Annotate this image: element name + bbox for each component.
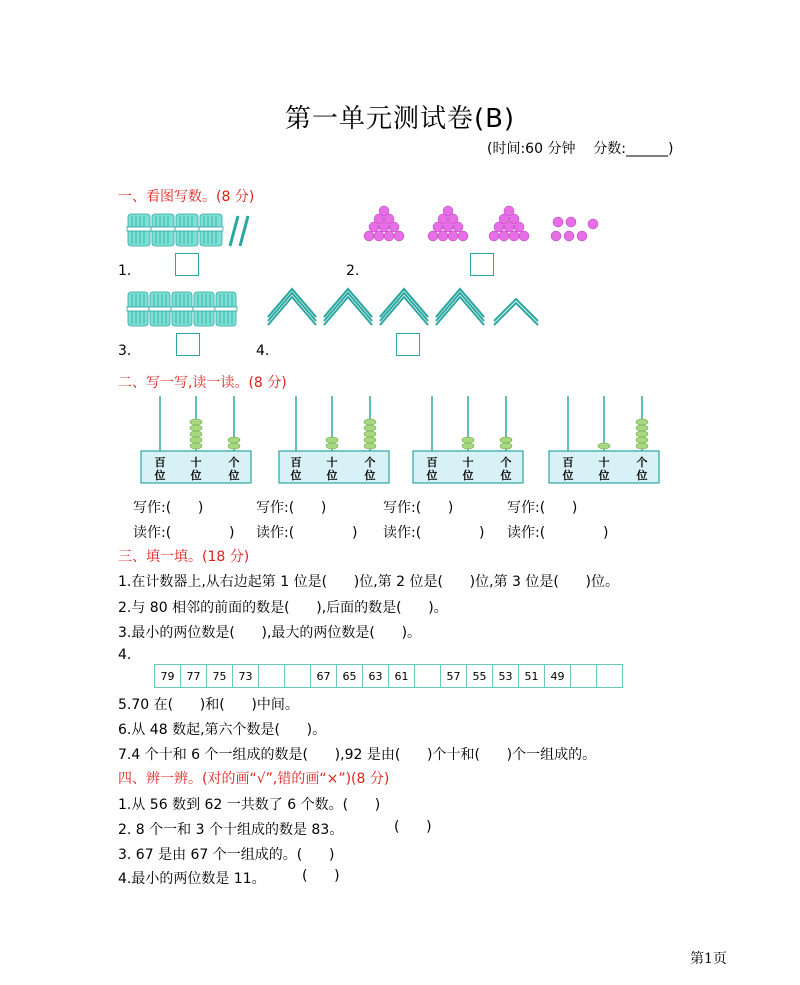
item-4-label: 4. bbox=[256, 343, 270, 359]
fill-question-6: 6.从 48 数起,第六个数是( )。 bbox=[118, 722, 327, 738]
seq-cell: 75 bbox=[207, 665, 233, 688]
judge-question-1: 1.从 56 数到 62 一共数了 6 个数。( ) bbox=[118, 797, 381, 813]
abacus-3-hundreds-label: 百位 bbox=[426, 456, 438, 482]
fill-question-7: 7.4 个十和 6 个一组成的数是( ),92 是由( )个十和( )个一组成的。 bbox=[118, 747, 597, 763]
seq-cell: 55 bbox=[467, 665, 493, 688]
seq-blank-cell[interactable] bbox=[259, 665, 285, 688]
abacus-4-ones-label: 个位 bbox=[636, 456, 648, 482]
write-blank-4[interactable]: 写作:( ) bbox=[507, 500, 578, 516]
write-blank-2[interactable]: 写作:( ) bbox=[256, 500, 327, 516]
seq-cell: 57 bbox=[441, 665, 467, 688]
answer-box-2[interactable] bbox=[470, 253, 494, 276]
abacus-1-hundreds-label: 百位 bbox=[154, 456, 166, 482]
item-2-label: 2. bbox=[346, 263, 360, 279]
fill-question-4-label: 4. bbox=[118, 647, 132, 663]
abacus-4-tens-label: 十位 bbox=[598, 456, 610, 482]
folded-sticks-picture-4 bbox=[266, 283, 548, 331]
write-blank-1[interactable]: 写作:( ) bbox=[133, 500, 204, 516]
abacus-1-tens-label: 十位 bbox=[190, 456, 202, 482]
seq-cell: 51 bbox=[519, 665, 545, 688]
read-blank-1[interactable]: 读作:( ) bbox=[133, 525, 235, 541]
section-3-heading: 三、填一填。(18 分) bbox=[118, 549, 250, 565]
read-blank-2[interactable]: 读作:( ) bbox=[256, 525, 358, 541]
seq-blank-cell[interactable] bbox=[597, 665, 623, 688]
abacus-3-tens-label: 十位 bbox=[462, 456, 474, 482]
judge-answer-paren-4[interactable]: ( ) bbox=[302, 868, 340, 884]
page-title: 第一单元测试卷(B) bbox=[284, 104, 516, 134]
write-blank-3[interactable]: 写作:( ) bbox=[383, 500, 454, 516]
read-blank-4[interactable]: 读作:( ) bbox=[507, 525, 609, 541]
seq-blank-cell[interactable] bbox=[415, 665, 441, 688]
seq-cell: 53 bbox=[493, 665, 519, 688]
time-score-line: (时间:60 分钟 分数:______) bbox=[487, 141, 674, 157]
answer-box-3[interactable] bbox=[176, 333, 200, 356]
stick-bundles-picture-3 bbox=[126, 290, 246, 330]
seq-cell: 65 bbox=[337, 665, 363, 688]
judge-question-4: 4.最小的两位数是 11。 bbox=[118, 871, 266, 887]
page-number: 第1页 bbox=[690, 951, 727, 967]
judge-answer-paren-2[interactable]: ( ) bbox=[394, 819, 432, 835]
seq-cell: 77 bbox=[181, 665, 207, 688]
fill-question-1: 1.在计数器上,从右边起第 1 位是( )位,第 2 位是( )位,第 3 位是( )位。 bbox=[118, 574, 620, 590]
seq-blank-cell[interactable] bbox=[571, 665, 597, 688]
judge-question-3: 3. 67 是由 67 个一组成的。( ) bbox=[118, 847, 335, 863]
item-3-label: 3. bbox=[118, 343, 132, 359]
abacus-3-ones-label: 个位 bbox=[500, 456, 512, 482]
fill-question-2: 2.与 80 相邻的前面的数是( ),后面的数是( )。 bbox=[118, 600, 448, 616]
abacus-1-ones-label: 个位 bbox=[228, 456, 240, 482]
seq-cell: 49 bbox=[545, 665, 571, 688]
abacus-4-hundreds-label: 百位 bbox=[562, 456, 574, 482]
seq-cell: 61 bbox=[389, 665, 415, 688]
fill-question-3: 3.最小的两位数是( ),最大的两位数是( )。 bbox=[118, 625, 422, 641]
abacus-2-ones-label: 个位 bbox=[364, 456, 376, 482]
number-sequence-table bbox=[154, 664, 623, 688]
seq-cell: 67 bbox=[311, 665, 337, 688]
fill-question-5: 5.70 在( )和( )中间。 bbox=[118, 697, 299, 713]
seq-cell: 63 bbox=[363, 665, 389, 688]
answer-box-1[interactable] bbox=[175, 253, 199, 276]
section-2-heading: 二、写一写,读一读。(8 分) bbox=[118, 375, 287, 391]
answer-box-4[interactable] bbox=[396, 333, 420, 356]
judge-question-2: 2. 8 个一和 3 个十组成的数是 83。 bbox=[118, 822, 344, 838]
item-1-label: 1. bbox=[118, 263, 132, 279]
stick-bundles-picture-1 bbox=[126, 210, 266, 250]
seq-cell: 79 bbox=[155, 665, 181, 688]
abacus-2-tens-label: 十位 bbox=[326, 456, 338, 482]
section-1-heading: 一、看图写数。(8 分) bbox=[118, 189, 255, 205]
section-4-heading: 四、辨一辨。(对的画“√”,错的画“×”)(8 分) bbox=[118, 771, 390, 787]
read-blank-3[interactable]: 读作:( ) bbox=[383, 525, 485, 541]
abacus-2-hundreds-label: 百位 bbox=[290, 456, 302, 482]
seq-cell: 73 bbox=[233, 665, 259, 688]
seq-blank-cell[interactable] bbox=[285, 665, 311, 688]
bead-triangles-picture-2 bbox=[356, 205, 606, 250]
